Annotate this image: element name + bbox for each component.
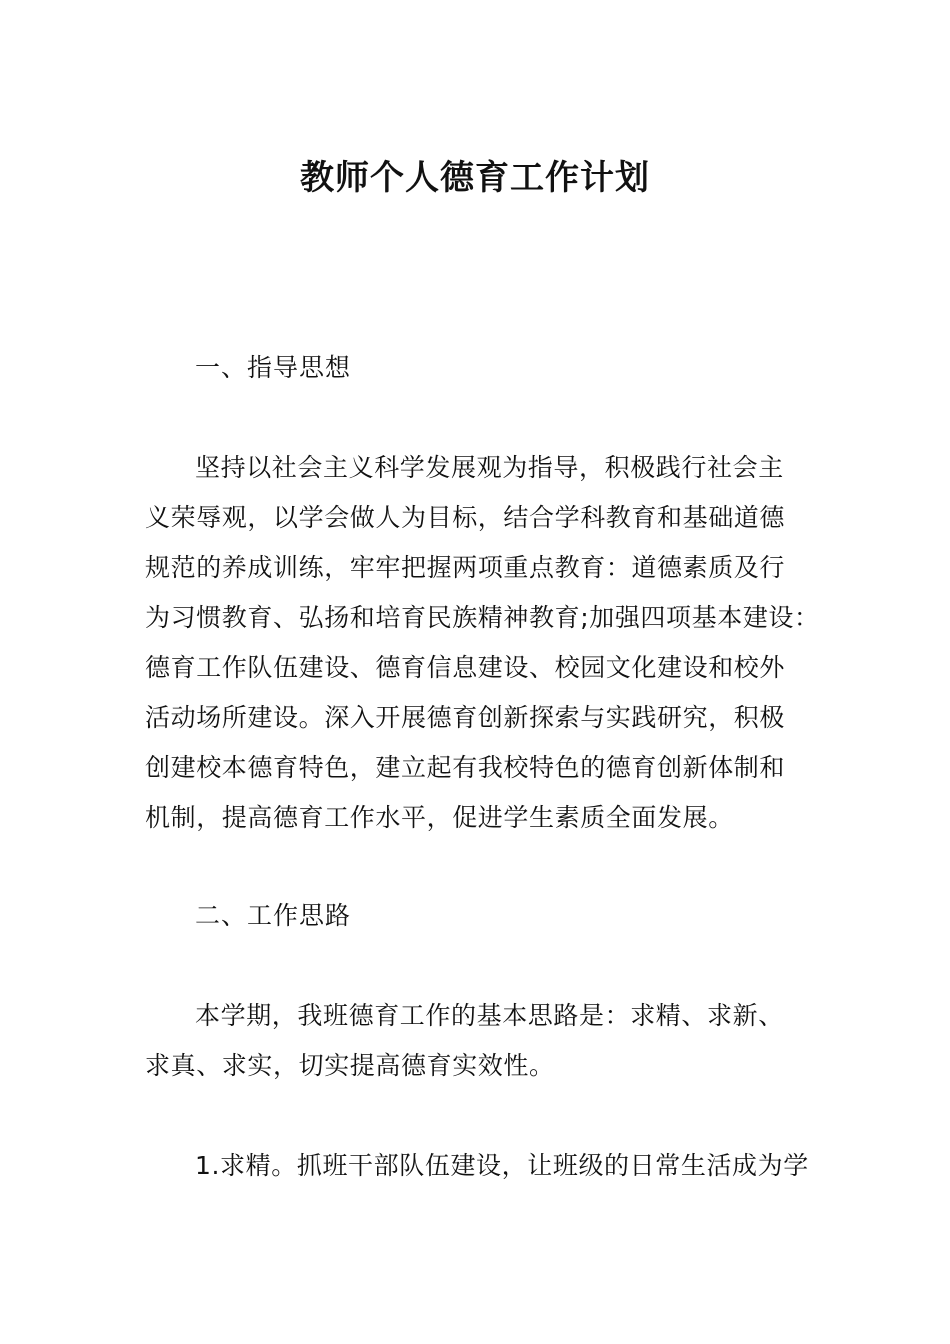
paragraph-item-1	[145, 1141, 817, 1191]
paragraph-line: 坚持以社会主义科学发展观为指导，积极践行社会主	[195, 453, 784, 482]
document-title: 教师个人德育工作计划	[300, 158, 650, 198]
paragraph-line: 机制，提高德育工作水平，促进学生素质全面发展。	[145, 803, 734, 832]
paragraph-line: 求真、求实，切实提高德育实效性。	[145, 1051, 555, 1080]
paragraph-line: 为习惯教育、弘扬和培育民族精神教育;加强四项基本建设：	[145, 603, 820, 632]
paragraph-work-approach	[145, 991, 817, 1091]
paragraph-line: 德育工作队伍建设、德育信息建设、校园文化建设和校外	[145, 653, 786, 682]
paragraph-guiding-thought	[145, 443, 820, 843]
section-heading-work-approach: 二、工作思路	[195, 901, 352, 930]
paragraph-line: 活动场所建设。深入开展德育创新探索与实践研究，积极	[145, 703, 786, 732]
section-heading-guiding-thought: 一、指导思想	[195, 353, 352, 382]
paragraph-line: 本学期，我班德育工作的基本思路是：求精、求新、	[195, 1001, 784, 1030]
paragraph-line: 义荣辱观，以学会做人为目标，结合学科教育和基础道德	[145, 503, 786, 532]
paragraph-line: 1.求精。抓班干部队伍建设，让班级的日常生活成为学	[195, 1151, 809, 1180]
paragraph-line: 规范的养成训练，牢牢把握两项重点教育：道德素质及行	[145, 553, 786, 582]
paragraph-line: 创建校本德育特色，建立起有我校特色的德育创新体制和	[145, 753, 786, 782]
